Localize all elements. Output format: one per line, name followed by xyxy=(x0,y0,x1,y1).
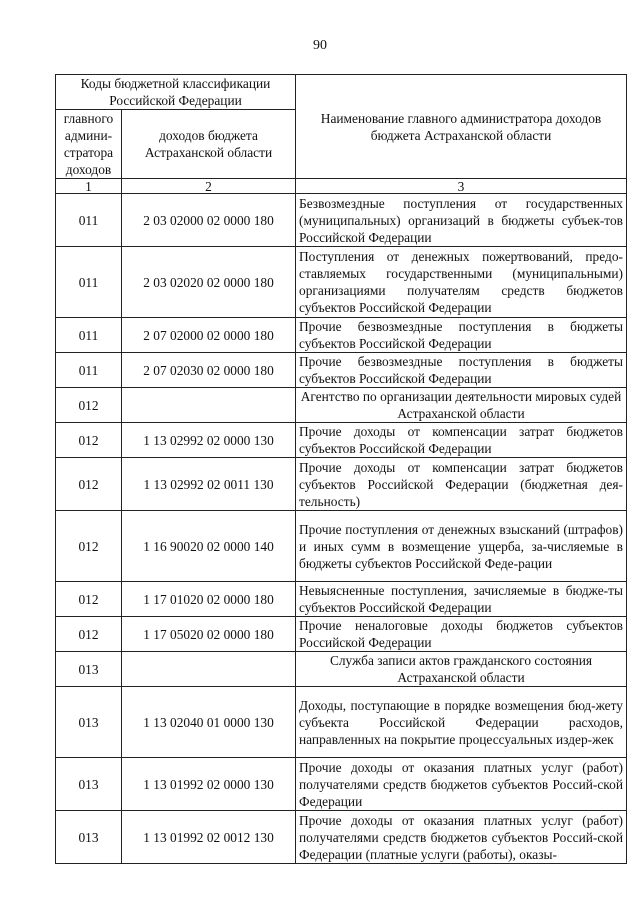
admin-code-cell: 012 xyxy=(56,617,122,652)
revenue-code-cell: 2 07 02030 02 0000 180 xyxy=(122,353,296,388)
admin-code-cell: 013 xyxy=(56,652,122,687)
header-codes-group: Коды бюджетной классификации Российской Федерации xyxy=(56,75,296,110)
table-row xyxy=(56,617,627,652)
revenue-code-cell: 2 03 02000 02 0000 180 xyxy=(122,194,296,247)
revenue-code-cell: 1 13 01992 02 0012 130 xyxy=(122,811,296,864)
admin-code-cell: 013 xyxy=(56,758,122,811)
table-row xyxy=(56,811,627,864)
header-numbering-row xyxy=(56,179,627,194)
administrator-name-cell: Агентство по организации деятельности мировых судей Астраханской области xyxy=(296,388,627,423)
table-row xyxy=(56,194,627,247)
page-number: 90 xyxy=(313,38,327,53)
table-row xyxy=(56,458,627,511)
admin-code-cell: 011 xyxy=(56,194,122,247)
header-revenue-column: доходов бюджета Астраханской области xyxy=(122,110,296,179)
revenue-code-cell xyxy=(122,388,296,423)
revenue-name-cell: Прочие безвозмездные поступления в бюджеты субъектов Российской Федерации xyxy=(296,353,627,388)
revenue-name-cell: Прочие безвозмездные поступления в бюджеты субъектов Российской Федерации xyxy=(296,318,627,353)
revenue-code-cell: 1 17 05020 02 0000 180 xyxy=(122,617,296,652)
revenue-code-cell xyxy=(122,652,296,687)
table-row xyxy=(56,511,627,582)
budget-codes-table xyxy=(55,74,627,864)
revenue-name-cell: Прочие поступления от денежных взысканий (штрафов) и иных сумм в возмещение ущерба, за-числяемые в бюджеты субъектов Российской Феде-рации xyxy=(296,511,627,582)
revenue-name-cell: Прочие доходы от оказания платных услуг (работ) получателями средств бюджетов субъектов Россий-ской Федерации xyxy=(296,758,627,811)
revenue-code-cell: 1 13 02992 02 0000 130 xyxy=(122,423,296,458)
admin-code-cell: 012 xyxy=(56,423,122,458)
revenue-code-cell: 1 16 90020 02 0000 140 xyxy=(122,511,296,582)
table-row xyxy=(56,353,627,388)
admin-code-cell: 011 xyxy=(56,318,122,353)
table-body xyxy=(56,194,627,864)
header-row-1 xyxy=(56,75,627,110)
admin-code-cell: 011 xyxy=(56,247,122,318)
revenue-name-cell: Прочие доходы от компенсации затрат бюджетов субъектов Российской Федерации xyxy=(296,423,627,458)
revenue-code-cell: 2 07 02000 02 0000 180 xyxy=(122,318,296,353)
table-row xyxy=(56,582,627,617)
revenue-name-cell: Доходы, поступающие в порядке возмещения бюд-жету субъекта Российской Федерации расходов, направленных на покрытие процессуальных издер-жек xyxy=(296,687,627,758)
table-row xyxy=(56,758,627,811)
admin-code-cell: 012 xyxy=(56,458,122,511)
table-row xyxy=(56,318,627,353)
header-name-column: Наименование главного администратора доходов бюджета Астраханской области xyxy=(296,75,627,179)
header-num-3: 3 xyxy=(296,179,627,194)
header-num-2: 2 xyxy=(122,179,296,194)
table-row xyxy=(56,247,627,318)
revenue-name-cell: Поступления от денежных пожертвований, предо-ставляемых государственными (муниципальными) организациями получателям средств бюджетов субъектов Российской Федерации xyxy=(296,247,627,318)
revenue-code-cell: 1 17 01020 02 0000 180 xyxy=(122,582,296,617)
revenue-code-cell: 1 13 01992 02 0000 130 xyxy=(122,758,296,811)
revenue-name-cell: Прочие доходы от компенсации затрат бюджетов субъектов Российской Федерации (бюджетная дея-тельность) xyxy=(296,458,627,511)
revenue-name-cell: Невыясненные поступления, зачисляемые в бюдже-ты субъектов Российской Федерации xyxy=(296,582,627,617)
header-admin-column: главного админи-стратора доходов xyxy=(56,110,122,179)
header-num-1: 1 xyxy=(56,179,122,194)
table-row xyxy=(56,687,627,758)
administrator-name-cell: Служба записи актов гражданского состояния Астраханской области xyxy=(296,652,627,687)
revenue-name-cell: Безвозмездные поступления от государственных (муниципальных) организаций в бюджеты субъек-тов Российской Федерации xyxy=(296,194,627,247)
revenue-name-cell: Прочие неналоговые доходы бюджетов субъектов Российской Федерации xyxy=(296,617,627,652)
revenue-name-cell: Прочие доходы от оказания платных услуг (работ) получателями средств бюджетов субъектов Россий-ской Федерации (платные услуги (работы), оказы- xyxy=(296,811,627,864)
admin-code-cell: 011 xyxy=(56,353,122,388)
revenue-code-cell: 1 13 02992 02 0011 130 xyxy=(122,458,296,511)
table-row xyxy=(56,423,627,458)
table-row xyxy=(56,388,627,423)
admin-code-cell: 013 xyxy=(56,687,122,758)
revenue-code-cell: 1 13 02040 01 0000 130 xyxy=(122,687,296,758)
table-row xyxy=(56,652,627,687)
admin-code-cell: 012 xyxy=(56,582,122,617)
admin-code-cell: 012 xyxy=(56,388,122,423)
revenue-code-cell: 2 03 02020 02 0000 180 xyxy=(122,247,296,318)
admin-code-cell: 013 xyxy=(56,811,122,864)
admin-code-cell: 012 xyxy=(56,511,122,582)
